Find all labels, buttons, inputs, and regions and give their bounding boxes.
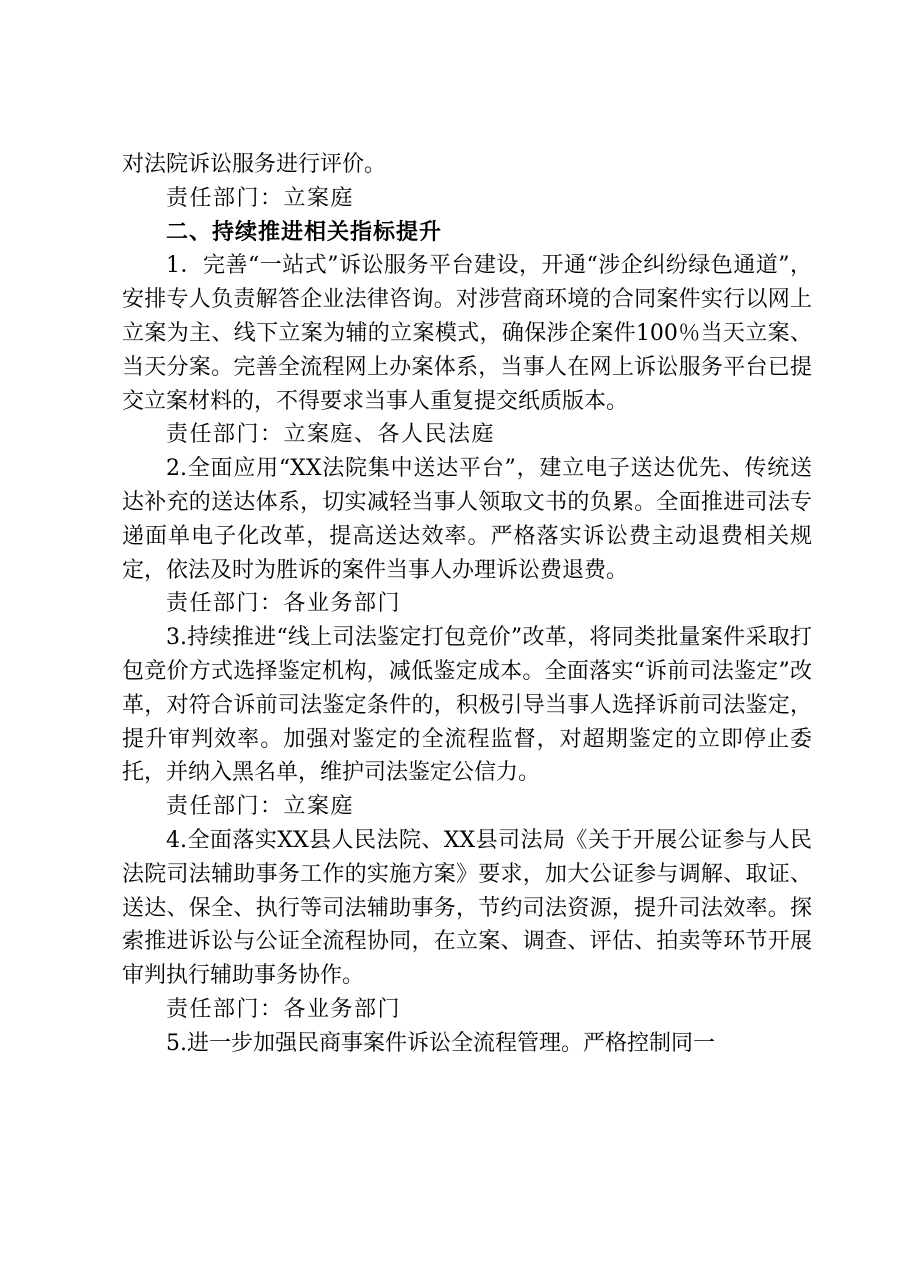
section-heading: 二、持续推进相关指标提升 [166, 219, 443, 245]
responsibility-line: 责任部门：各业务部门 [166, 996, 402, 1022]
item-paragraph-5: 5.进一步加强民商事案件诉讼全流程管理。严格控制同一 [166, 1030, 715, 1056]
item-paragraph-2: 2.全面应用“XX法院集中送达平台”，建立电子送达优先、传统送达补充的送达体系，切实减轻当事人领取文书的负累。全面推进司法专递面单电子化改革，提高送达效率。严格落实诉讼费主动退费相关规定，依法及时为胜诉的案件当事人办理诉讼费退费。 [122, 456, 812, 583]
item-paragraph-1: 1．完善“一站式”诉讼服务平台建设，开通“涉企纠纷绿色通道”，安排专人负责解答企业法律咨询。对涉营商环境的合同案件实行以网上立案为主、线下立案为辅的立案模式，确保涉企案件100％当天立案、当天分案。完善全流程网上办案体系，当事人在网上诉讼服务平台已提交立案材料的，不得要求当事人重复提交纸质版本。 [122, 253, 812, 414]
item-paragraph-4: 4.全面落实XX县人民法院、XX县司法局《关于开展公证参与人民法院司法辅助事务工作的实施方案》要求，加大公证参与调解、取证、送达、保全、执行等司法辅助事务，节约司法资源，提升司法效率。探索推进诉讼与公证全流程协同，在立案、调查、评估、拍卖等环节开展审判执行辅助事务协作。 [122, 827, 812, 989]
responsibility-line: 责任部门：各业务部门 [166, 591, 402, 617]
responsibility-line: 责任部门：立案庭 [166, 185, 355, 211]
item-paragraph-3: 3.持续推进“线上司法鉴定打包竞价”改革，将同类批量案件采取打包竞价方式选择鉴定机构，减低鉴定成本。全面落实“诉前司法鉴定”改革，对符合诉前司法鉴定条件的，积极引导当事人选择诉前司法鉴定，提升审判效率。加强对鉴定的全流程监督，对超期鉴定的立即停止委托，并纳入黑名单，维护司法鉴定公信力。 [122, 625, 812, 786]
responsibility-line: 责任部门：立案庭、各人民法庭 [166, 422, 496, 448]
paragraph-continuation: 对法院诉讼服务进行评价。 [122, 152, 387, 177]
document-body [122, 148, 812, 1061]
responsibility-line: 责任部门：立案庭 [166, 794, 355, 820]
